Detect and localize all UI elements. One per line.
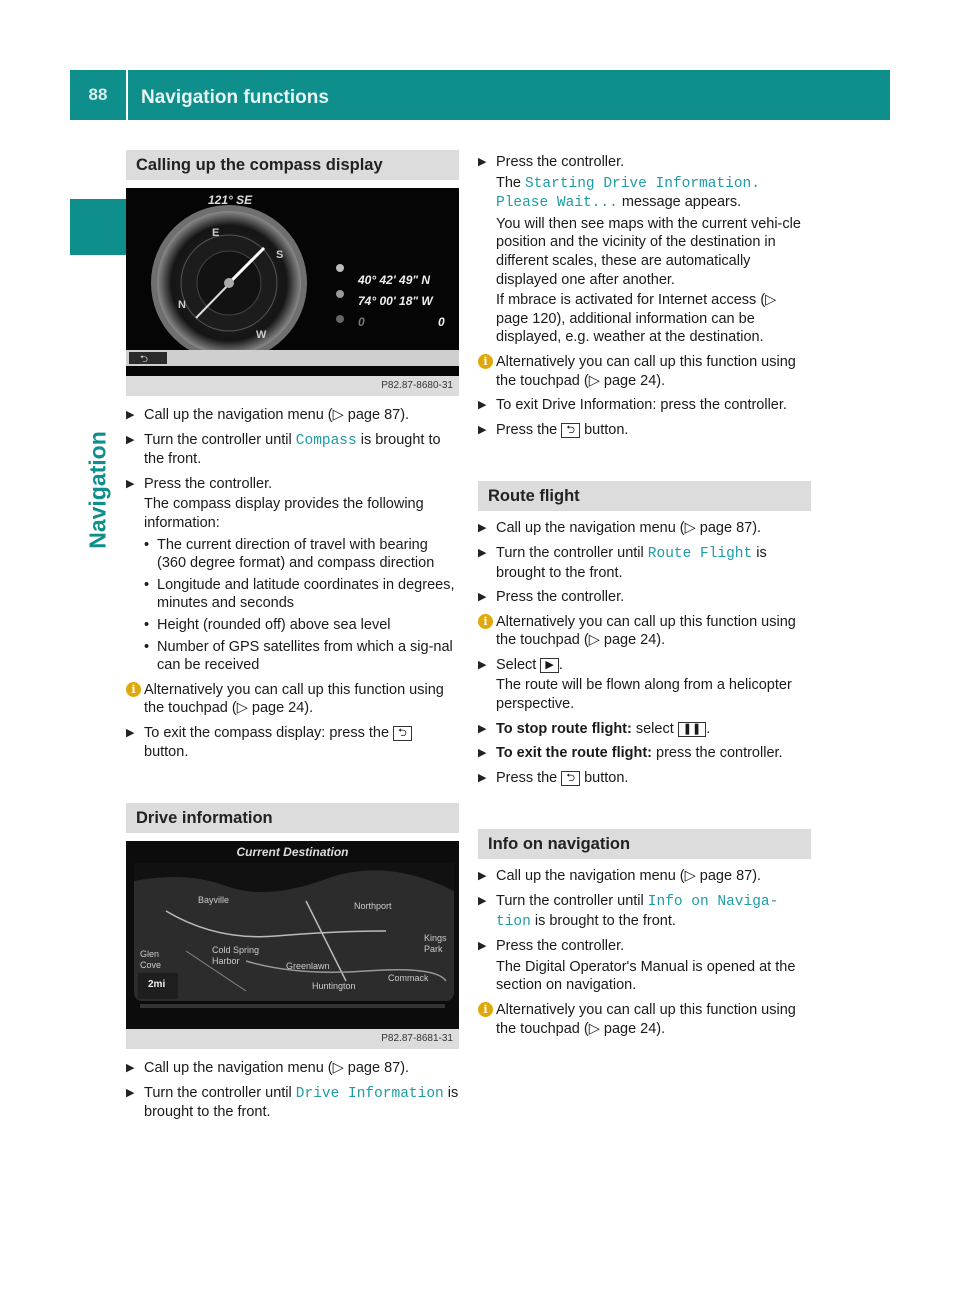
map-place: Commack: [388, 973, 429, 984]
svg-text:W: W: [256, 329, 267, 341]
step-item: ▶ Call up the navigation menu (▷ page 87).: [478, 868, 762, 885]
compass-satellites: 0: [358, 315, 365, 329]
left-column: [126, 150, 459, 1122]
bullet-item: • Height (rounded off) above sea level: [144, 616, 459, 635]
info-icon: i: [478, 354, 493, 369]
map-title: Current Destination: [236, 845, 349, 860]
compass-longitude: 74° 00' 18" W: [358, 294, 433, 308]
step-item: ▶ Press the controller. The compass display provides the following information: • The current direction of travel with bearing (360 degree format) and compass direction • Longitude and latitude coordinates in degrees, minutes and seconds • Height (rounded off) above sea level • Number of GPS satellites from which a sig-nal can be received: [126, 475, 459, 675]
svg-text:S: S: [276, 249, 284, 261]
step-item: ▶ To exit the route flight: press the controller.: [478, 745, 783, 762]
step-item: ▶ Call up the navigation menu (▷ page 87).: [478, 520, 762, 537]
page-number: 88: [88, 85, 108, 104]
figure-reference: P82.87-8680-31: [126, 376, 459, 396]
section-heading-info-navigation: Info on navigation: [478, 829, 811, 859]
step-item: ▶ Select ▶ . The route will be flown along from a helicopter perspective.: [478, 656, 792, 713]
menu-item-drive-information: Drive Information: [295, 1085, 444, 1102]
step-item: ▶ To exit Drive Information: press the controller.: [478, 397, 787, 414]
figure-reference: P82.87-8681-31: [126, 1029, 459, 1049]
section-heading-drive: Drive information: [126, 803, 459, 833]
menu-item-compass: Compass: [295, 432, 357, 449]
compass-screenshot: [126, 188, 459, 396]
map-place: Kings Park: [424, 933, 447, 955]
page-title: Navigation functions: [141, 87, 329, 108]
section-heading-compass: Calling up the compass display: [126, 150, 459, 180]
info-icon: i: [478, 614, 493, 629]
info-icon: i: [126, 682, 141, 697]
side-tab: [70, 199, 126, 255]
step-item: ▶ Press the ⮌ button.: [478, 421, 629, 438]
back-button-icon: ⮌: [561, 423, 580, 438]
info-note: i Alternatively you can call up this function using the touchpad (▷ page 24).: [478, 353, 811, 390]
map-place: Northport: [354, 901, 392, 912]
step-item: ▶ Turn the controller until Route Flight is brought to the front.: [478, 544, 767, 581]
map-scale: 2mi: [148, 979, 166, 991]
step-item: ▶ Call up the navigation menu (▷ page 87).: [126, 1060, 410, 1077]
back-button-icon: ⮌: [561, 771, 580, 786]
compass-latitude: 40° 42' 49" N: [358, 273, 431, 287]
map-graphic: [126, 841, 459, 1029]
play-icon: ▶: [540, 658, 558, 673]
step-item: ▶ Turn the controller until Compass is brought to the front.: [126, 431, 441, 468]
svg-text:E: E: [212, 227, 220, 239]
info-note: i Alternatively you can call up this function using the touchpad (▷ page 24).: [478, 613, 811, 650]
map-place: Greenlawn: [286, 961, 330, 972]
right-column: [478, 150, 811, 1038]
map-place: Huntington: [312, 981, 356, 992]
step-item: ▶ Press the controller. The Starting Drive Information. Please Wait... message appears. You will then see maps with the current vehi-cle position and the vicinity of the destination in different scales, these are automatically displayed one after another. If mbrace is activated for Internet access (▷ page 120), additional information can be displayed, e.g. weather at the destination.: [478, 154, 801, 346]
step-item: ▶ Turn the controller until Drive Information is brought to the front.: [126, 1084, 459, 1121]
section-heading-route-flight: Route flight: [478, 481, 811, 511]
svg-text:N: N: [178, 299, 186, 311]
compass-height: 0: [438, 315, 445, 329]
map-place: Cold Spring Harbor: [212, 945, 260, 967]
info-icon: i: [478, 1002, 493, 1017]
bullet-item: • Number of GPS satellites from which a sig-nal can be received: [144, 638, 459, 675]
map-place: Bayville: [198, 895, 230, 906]
map-place: Glen Cove: [140, 949, 162, 971]
step-item: ▶ Press the controller.: [478, 589, 625, 606]
message-starting-drive-info: Starting Drive Information. Please Wait...: [496, 175, 760, 212]
step-item: ▶ Turn the controller until Info on Naviga-tion is brought to the front.: [478, 893, 779, 930]
svg-text:⮌: ⮌: [140, 354, 149, 365]
drive-info-screenshot: [126, 841, 459, 1049]
info-note: i Alternatively you can call up this function using the touchpad (▷ page 24).: [126, 681, 459, 718]
back-button-icon: ⮌: [393, 726, 412, 741]
step-item: ▶ To stop route flight: select ❚❚ .: [478, 720, 711, 737]
side-label: Navigation: [84, 431, 111, 549]
compass-direction: 121° SE: [208, 193, 253, 207]
bullet-item: • Longitude and latitude coordinates in degrees, minutes and seconds: [144, 576, 459, 613]
step-item: ▶ Press the controller. The Digital Operator's Manual is opened at the section on navigation.: [478, 938, 796, 994]
menu-item-info-navigation: Info on Naviga-tion: [496, 894, 779, 930]
step-item: ▶ To exit the compass display: press the ⮌ button.: [126, 724, 459, 761]
header-divider: [126, 70, 128, 120]
info-note: i Alternatively you can call up this function using the touchpad (▷ page 24).: [478, 1001, 811, 1038]
menu-item-route-flight: Route Flight: [647, 545, 753, 562]
step-item: ▶ Press the ⮌ button.: [478, 769, 629, 786]
step-item: ▶ Call up the navigation menu (▷ page 87).: [126, 407, 410, 423]
bullet-item: • The current direction of travel with bearing (360 degree format) and compass direction: [144, 536, 459, 573]
pause-icon: ❚❚: [678, 722, 706, 737]
